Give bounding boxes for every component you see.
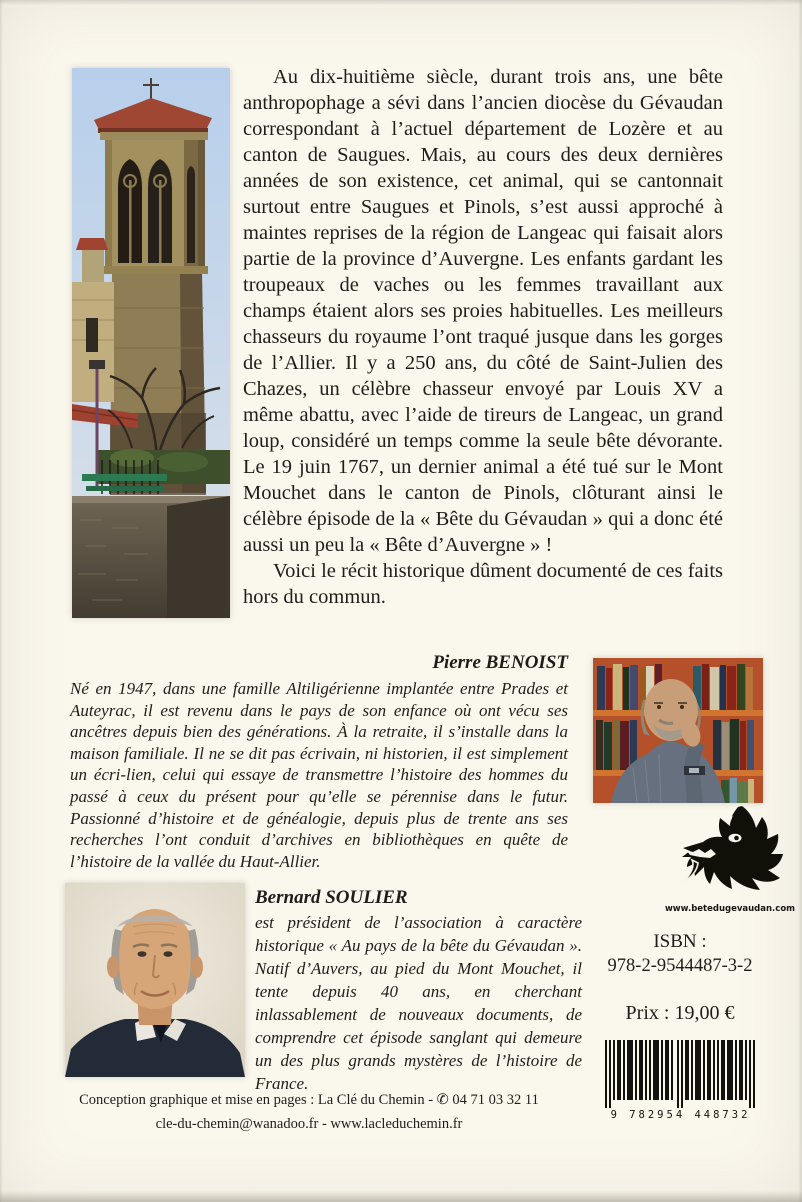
- church-tower-illustration: [72, 68, 230, 618]
- publisher-credits: [63, 1088, 555, 1136]
- synopsis-paragraph-2: Voici le récit historique dûment documenté de ces faits hors du commun.: [243, 560, 723, 608]
- scan-edge-right: [798, 0, 802, 1202]
- scan-edge-top: [0, 0, 802, 5]
- barcode-digits: 9 782954 448732: [610, 1109, 751, 1121]
- isbn-label: ISBN :: [653, 931, 707, 952]
- wolf-logo-icon: [680, 804, 786, 904]
- barcode: [603, 1040, 758, 1121]
- barcode-bars: [605, 1040, 757, 1108]
- author2-portrait-photo: [65, 883, 245, 1077]
- publisher-contact-line: cle-du-chemin@wanadoo.fr - www.lacleduchemin.fr: [155, 1116, 463, 1132]
- author1-portrait-photo: [593, 658, 763, 803]
- author1-bio: Né en 1947, dans une famille Altiligérienne implantée entre Prades et Auteyrac, il est revenu dans le pays de son enfance où ont vécu ses ancêtres depuis bien des générations. À la retraite, il s’installe dans la maison familiale. Il ne se dit pas écrivain, ni historien, il est simplement un écri-lien, celui qui essaye de transmettre l’histoire des hommes du passé à ceux du présent pour qu’elle se pérennise dans le futur. Passionné d’histoire et de généalogie, depuis plus de trente ans ses recherches l’ont conduit d’archives en bibliothèques en quête de l’histoire de la vallée du Haut-Allier.: [70, 679, 568, 871]
- wolf-website-text: www.betedugevaudan.com: [664, 904, 796, 914]
- author1-portrait-illustration: [593, 658, 763, 803]
- publisher-credit-line: Conception graphique et mise en pages : La Clé du Chemin - ✆ 04 71 03 32 11: [79, 1092, 539, 1108]
- price-text: Prix : 19,00 €: [625, 1002, 735, 1024]
- scan-edge-left: [0, 0, 3, 1202]
- isbn-number: 978-2-9544487-3-2: [607, 956, 753, 976]
- author2-bio: est président de l’association à caractère historique « Au pays de la bête du Gévaudan ». Natif d’Auvers, au pied du Mont Mouchet, il tente depuis 40 ans, en cherchant inlassablement de nouveaux documents, de comprendre cet épisode sanglant qui demeure un des plus grands mystères de l’histoire de France.: [255, 913, 582, 1093]
- author2-name: Bernard SOULIER: [255, 887, 408, 908]
- wolf-head-silhouette: [680, 804, 786, 904]
- isbn-price-block: [590, 931, 770, 1025]
- church-tower-photo: [72, 68, 230, 618]
- author2-portrait-illustration: [65, 883, 245, 1077]
- author1-name: Pierre BENOIST: [432, 652, 568, 673]
- synopsis-paragraph-1: Au dix-huitième siècle, durant trois ans, une bête anthropophage a sévi dans l’ancien diocèse du Gévaudan correspondant à l’actuel département de Lozère et au canton de Saugues. Mais, au cours des deux dernières années de son existence, cet animal, qui se cantonnait surtout entre Saugues et Pinols, s’est aussi approché à maintes reprises de la région de Langeac qui faisait alors partie de la province d’Auvergne. Les enfants gardant les troupeaux de vaches ou les femmes travaillant aux champs étaient alors ses proies habituelles. Les meilleurs chasseurs du royaume l’ont traqué jusque dans les gorges de l’Allier. Il y a 250 ans, du côté de Saint-Julien des Chazes, un célèbre chasseur envoyé par Louis XV a même abattu, avec l’aide de tireurs de Langeac, un grand loup, considéré un temps comme la seule bête dévorante. Le 19 juin 1767, un dernier animal a été tué sur le Mont Mouchet dans le canton de Pinols, clôturant ainsi le célèbre épisode de la « Bête du Gévaudan » qui a donc été aussi un peu la « Bête d’Auvergne » !: [243, 66, 723, 556]
- scan-edge-bottom: [0, 1191, 802, 1202]
- synopsis-text: [243, 64, 723, 610]
